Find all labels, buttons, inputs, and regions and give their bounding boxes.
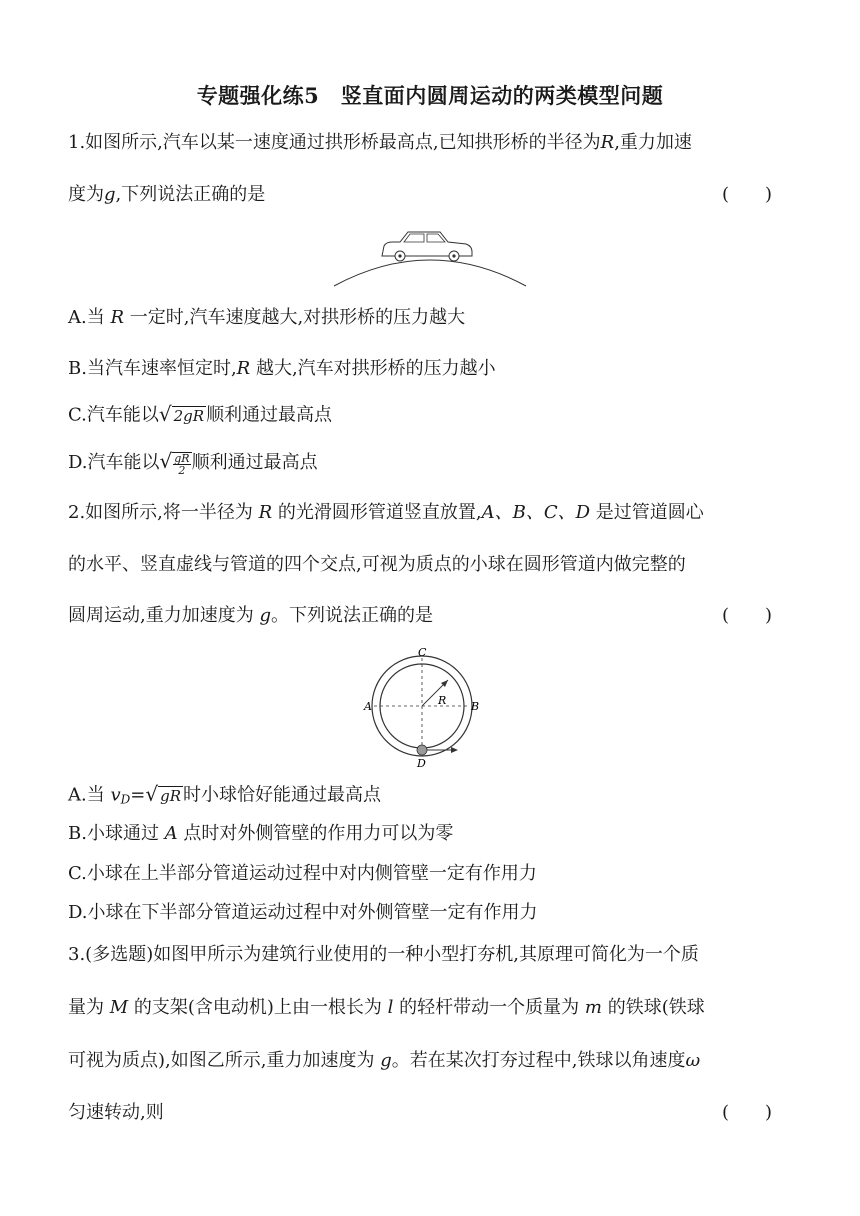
q3-answer-paren: ( ) — [722, 1102, 773, 1123]
q3-stem-line3: 可视为质点),如图乙所示,重力加速度为 g。若在某次打夯过程中,铁球以角速度ω — [68, 1050, 701, 1071]
label-c: C — [418, 646, 427, 659]
q3-stem-line2: 量为 M 的支架(含电动机)上由一根长为 l 的轻杆带动一个质量为 m 的铁球(铁球 — [68, 997, 705, 1018]
q1-bridge-figure — [330, 220, 530, 290]
sqrt-gR: √ gR — [145, 782, 181, 806]
q2-stem-line3: 圆周运动,重力加速度为 g。下列说法正确的是 — [68, 605, 433, 626]
q2-option-c: C.小球在上半部分管道运动过程中对内侧管壁一定有作用力 — [68, 863, 537, 884]
q1-stem-line1: 1.如图所示,汽车以某一速度通过拱形桥最高点,已知拱形桥的半径为R,重力加速 — [68, 132, 692, 153]
q1-option-c: C.汽车能以√ 2gR 顺利通过最高点 — [68, 402, 333, 426]
sqrt-gR-over-2: √ $\frac{gR}{2}$ — [159, 449, 190, 477]
q2-option-b: B.小球通过 A 点时对外侧管壁的作用力可以为零 — [68, 823, 454, 844]
bridge-arc — [334, 260, 526, 286]
label-a: A — [364, 700, 372, 713]
label-r: R — [438, 694, 447, 707]
q2-circular-tube-figure — [360, 646, 500, 774]
q2-option-d: D.小球在下半部分管道运动过程中对外侧管壁一定有作用力 — [68, 902, 538, 923]
q2-stem-line1: 2.如图所示,将一半径为 R 的光滑圆形管道竖直放置,A、B、C、D 是过管道圆心 — [68, 502, 704, 523]
sqrt-2gR: √ 2gR — [158, 402, 205, 426]
page-title: 专题强化练5 竖直面内圆周运动的两类模型问题 — [196, 83, 664, 108]
q2-option-a: A.当 $v_D=√$ gR 时小球恰好能通过最高点 — [68, 782, 381, 807]
label-d: D — [417, 757, 426, 770]
q1-option-d: D.汽车能以√ $\frac{gR}{2}$ 顺利通过最高点 — [68, 449, 318, 477]
label-b: B — [471, 700, 480, 713]
q3-stem-line4: 匀速转动,则 — [68, 1102, 164, 1123]
q2-answer-paren: ( ) — [722, 605, 773, 626]
q2-stem-line2: 的水平、竖直虚线与管道的四个交点,可视为质点的小球在圆形管道内做完整的 — [68, 554, 686, 575]
car-icon — [382, 232, 472, 261]
q1-option-a: A.当 R 一定时,汽车速度越大,对拱形桥的压力越大 — [68, 307, 466, 328]
q3-stem-line1: 3.(多选题)如图甲所示为建筑行业使用的一种小型打夯机,其原理可简化为一个质 — [68, 944, 699, 965]
q1-answer-paren: ( ) — [722, 184, 773, 205]
ball — [417, 745, 427, 755]
q1-stem-line2: 度为g,下列说法正确的是 — [68, 184, 266, 205]
q1-option-b: B.当汽车速率恒定时,R 越大,汽车对拱形桥的压力越小 — [68, 358, 496, 379]
